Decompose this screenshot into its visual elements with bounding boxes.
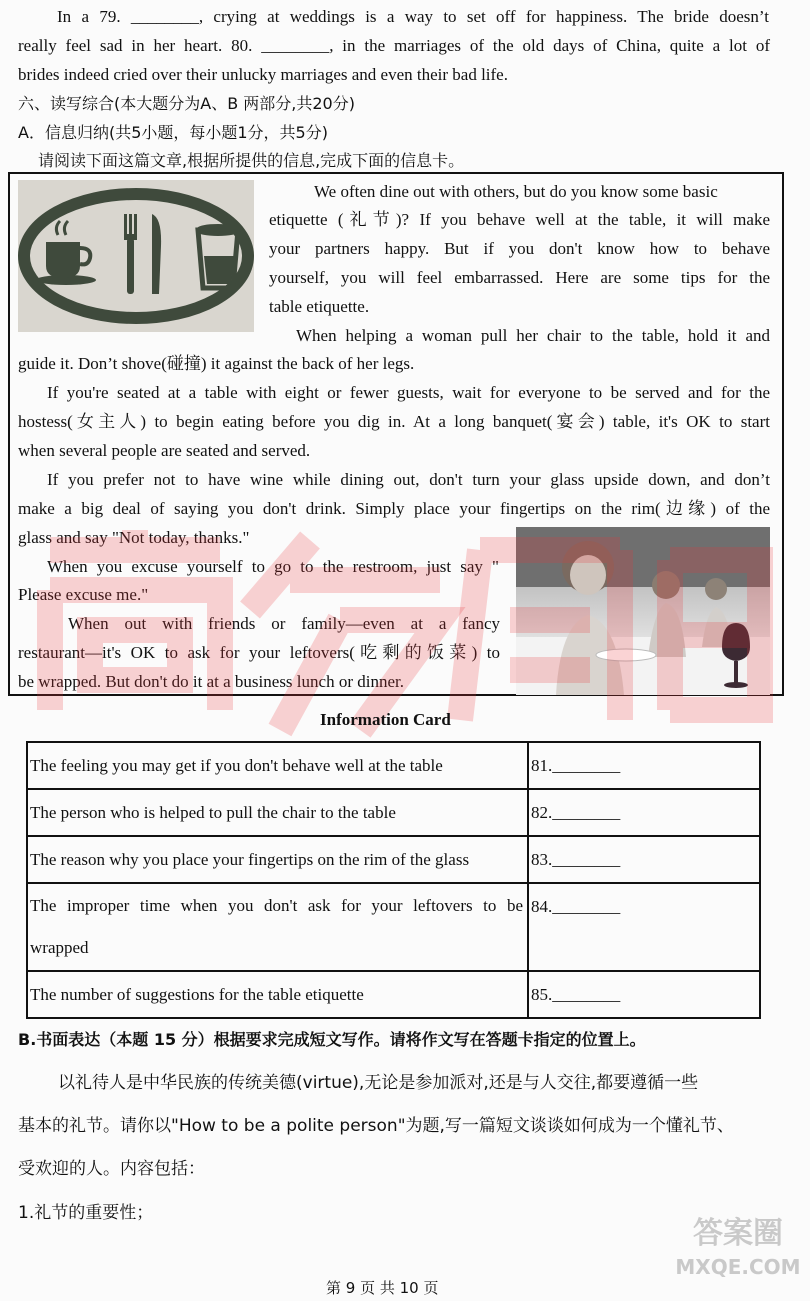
mxqe-watermark-cn: 答案圈 (693, 1216, 783, 1251)
cloze-line-2: really feel sad in her heart. 80. ________, in the marriages of the old days of China, quite a lot of (18, 36, 770, 55)
part-b-item: 1.礼节的重要性； (18, 1203, 154, 1223)
mxqe-watermark (672, 1215, 804, 1293)
article-line: When out with friends or family—even at a fancy (68, 614, 500, 633)
card-answer-blank[interactable]: 82.________ (528, 789, 760, 836)
article-line: when several people are seated and served. (18, 441, 311, 460)
part-b-paragraph: 以礼待人是中华民族的传统美德(virtue),无论是参加派对,还是与人交往,都要遵循一些 (58, 1073, 699, 1093)
part-b-paragraph: 基本的礼节。请你以"How to be a polite person"为题,写一篇短文谈谈如何成为一个懂礼节、 (18, 1116, 734, 1136)
card-question: The feeling you may get if you don't behave well at the table (27, 742, 528, 789)
glass-icon (198, 226, 238, 288)
card-answer-blank[interactable]: 84.________ (528, 883, 760, 971)
fork-icon (124, 214, 137, 294)
card-question-cell (27, 883, 528, 971)
article-line: Please excuse me." (18, 585, 149, 604)
article-line: When you excuse yourself to go to the restroom, just say " (47, 557, 499, 576)
article-line: make a big deal of saying you don't drink. Simply place your fingertips on the rim(边缘) of the (18, 499, 770, 518)
article-line: restaurant—it's OK to ask for your leftovers(吃剩的饭菜) to (18, 643, 500, 662)
coffee-cup-icon (36, 221, 96, 285)
article-line: etiquette (礼节)? If you behave well at the table, it will make (269, 210, 770, 229)
cloze-line-1: In a 79. ________, crying at weddings is a way to set off for happiness. The bride doesn’t (57, 7, 769, 26)
information-card-table (26, 741, 761, 1019)
section-six-title: 六、读写综合(本大题分为A、B 两部分,共20分) (18, 94, 355, 113)
mxqe-watermark-en: MXQE.COM (675, 1255, 801, 1279)
article-line: yourself, you will feel embarrassed. Here are some tips for the (269, 268, 770, 287)
table-row (27, 742, 760, 789)
cloze-line-3: brides indeed cried over their unlucky marriages and even their bad life. (18, 65, 508, 84)
article-line: your partners happy. But if you don't know how to behave (269, 239, 770, 258)
card-title: Information Card (320, 710, 451, 729)
knife-icon (152, 214, 161, 294)
article-line: We often dine out with others, but do you know some basic (314, 182, 718, 201)
card-answer-blank[interactable]: 81.________ (528, 742, 760, 789)
card-question: The number of suggestions for the table etiquette (27, 971, 528, 1018)
table-row (27, 883, 760, 971)
part-b-heading: B.书面表达（本题 15 分）根据要求完成短文写作。请将作文写在答题卡指定的位置上。 (18, 1030, 646, 1049)
card-question: The reason why you place your fingertips on the rim of the glass (27, 836, 528, 883)
article-line: table etiquette. (269, 297, 370, 316)
article-line: glass and say "Not today, thanks." (18, 528, 250, 547)
card-answer-blank[interactable]: 83.________ (528, 836, 760, 883)
card-question: The improper time when you don't ask for your leftovers to be (30, 896, 523, 915)
article-line: be wrapped. But don't do it at a business lunch or dinner. (18, 672, 404, 691)
card-answer-blank[interactable]: 85.________ (528, 971, 760, 1018)
table-row (27, 971, 760, 1018)
table-row (27, 789, 760, 836)
card-question-continued: wrapped (30, 938, 89, 957)
part-b-paragraph: 受欢迎的人。内容包括： (18, 1159, 205, 1179)
article-line: guide it. Don’t shove(碰撞) it against the back of her legs. (18, 354, 415, 373)
dining-illustration (18, 180, 254, 332)
card-question: The person who is helped to pull the chair to the table (27, 789, 528, 836)
children-dining-photo (516, 527, 770, 695)
table-row (27, 836, 760, 883)
article-line: When helping a woman pull her chair to the table, hold it and (296, 326, 770, 345)
article-line: If you're seated at a table with eight or fewer guests, wait for everyone to be served and for the (47, 383, 770, 402)
part-a-instruction: 请阅读下面这篇文章,根据所提供的信息,完成下面的信息卡。 (38, 151, 465, 170)
article-line: If you prefer not to have wine while dining out, don't turn your glass upside down, and don’t (47, 470, 770, 489)
part-a-title: A．信息归纳(共5小题，每小题1分，共5分) (18, 123, 328, 142)
page-footer: 第 9 页 共 10 页 (326, 1279, 439, 1297)
article-line: hostess(女主人) to begin eating before you dig in. At a long banquet(宴会) table, it's OK to start (18, 412, 770, 431)
